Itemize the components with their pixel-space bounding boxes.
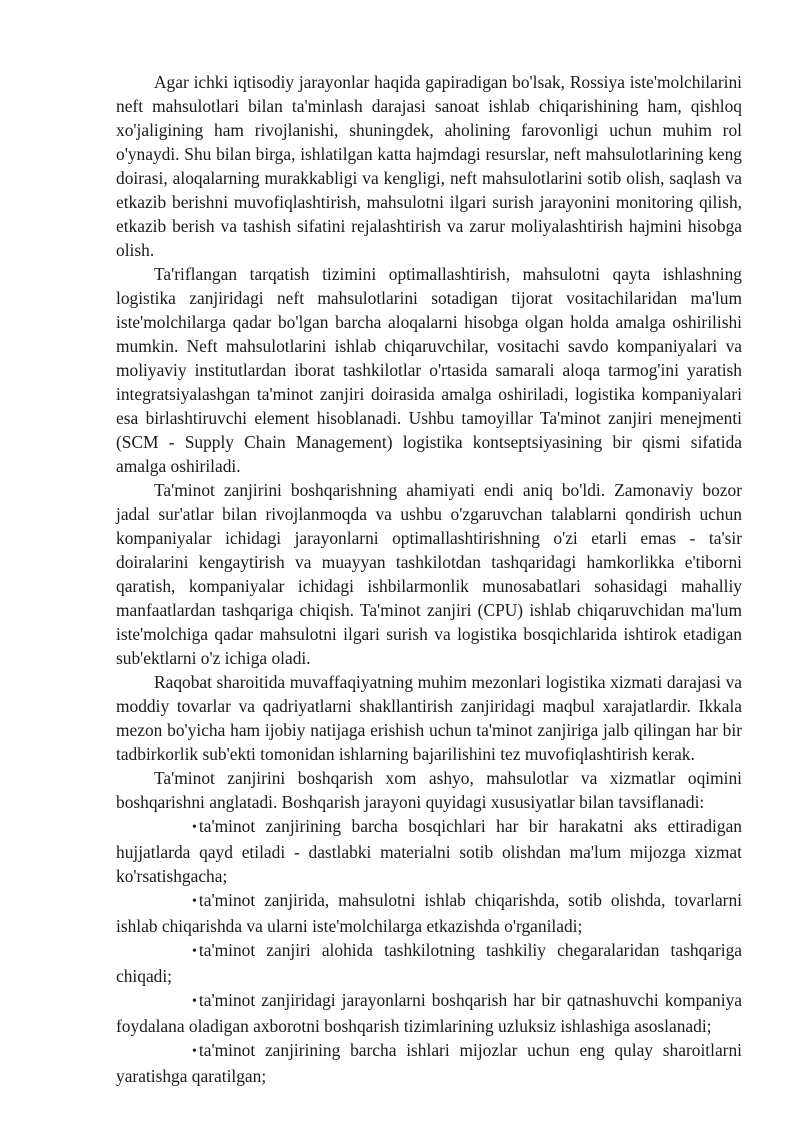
bullet-text: ta'minot zanjirining barcha ishlari mijozlar uchun eng qulay sharoitlarni yaratishga qaratilgan; bbox=[116, 1040, 742, 1086]
bullet-list-item bbox=[116, 1038, 742, 1088]
bullet-list-item bbox=[116, 988, 742, 1038]
bullet-icon: • bbox=[192, 820, 197, 835]
bullet-text: ta'minot zanjirida, mahsulotni ishlab chiqarishda, sotib olishda, tovarlarni ishlab chiqarishda va ularni iste'molchilarga etkazishda o'rganiladi; bbox=[116, 890, 742, 936]
bullet-list-item bbox=[116, 888, 742, 938]
paragraph: Ta'riflangan tarqatish tizimini optimallashtirish, mahsulotni qayta ishlashning logistika zanjiridagi neft mahsulotlarini sotadigan tijorat vositachilaridan ma'lum iste'molchilarga qadar bo'lgan barcha aloqalarni hisobga olgan holda amalga oshirilishi mumkin. Neft mahsulotlarini ishlab chiqaruvchilar, vositachi savdo kompaniyalari va moliyaviy institutlardan iborat tashkilotlar o'rtasida samarali aloqa tarmog'ini yaratish integratsiyalashgan ta'minot zanjiri doirasida amalga oshiriladi, logistika kompaniyalari esa birlashtiruvchi element hisoblanadi. Ushbu tamoyillar Ta'minot zanjiri menejmenti (SCM - Supply Chain Management) logistika kontseptsiyasining bir qismi sifatida amalga oshiriladi. bbox=[116, 264, 742, 476]
bullet-text: ta'minot zanjirining barcha bosqichlari har bir harakatni aks ettiradigan hujjatlarda qayd etiladi - dastlabki materialni sotib olishdan ma'lum mijozga xizmat ko'rsatishgacha; bbox=[116, 816, 742, 886]
bullet-text: ta'minot zanjiridagi jarayonlarni boshqarish har bir qatnashuvchi kompaniya foydalana oladigan axborotni boshqarish tizimlarining uzluksiz ishlashiga asoslanadi; bbox=[116, 990, 742, 1036]
paragraph: Agar ichki iqtisodiy jarayonlar haqida gapiradigan bo'lsak, Rossiya iste'molchilarini neft mahsulotlari bilan ta'minlash darajasi sanoat ishlab chiqarishining ham, qishloq xo'jaligining ham rivojlanishi, shuningdek, aholining farovonligi uchun muhim rol o'ynaydi. Shu bilan birga, ishlatilgan katta hajmdagi resurslar, neft mahsulotlarining keng doirasi, aloqalarning murakkabligi va kengligi, neft mahsulotlarini sotib olish, saqlash va etkazib berishni muvofiqlashtirish, mahsulotni ilgari surish jarayonini monitoring qilish, etkazib berish va tashish sifatini rejalashtirish va zarur moliyalashtirish hajmini hisobga olish. bbox=[116, 72, 742, 260]
paragraph: Raqobat sharoitida muvaffaqiyatning muhim mezonlari logistika xizmati darajasi va moddiy tovarlar va qadriyatlarni shakllantirish zanjiridagi maqbul xarajatlardir. Ikkala mezon bo'yicha ham ijobiy natijaga erishish uchun ta'minot zanjiriga jalb qilingan har bir tadbirkorlik sub'ekti tomonidan ishlarning bajarilishini tez muvofiqlashtirish kerak. bbox=[116, 672, 742, 764]
paragraph: Ta'minot zanjirini boshqarish xom ashyo, mahsulotlar va xizmatlar oqimini boshqarishni anglatadi. Boshqarish jarayoni quyidagi xususiyatlar bilan tavsiflanadi: bbox=[116, 768, 742, 812]
bullet-list-item bbox=[116, 814, 742, 888]
bullet-list-item bbox=[116, 938, 742, 988]
document-page bbox=[116, 70, 742, 1088]
bullet-icon: • bbox=[192, 994, 197, 1009]
bullet-icon: • bbox=[192, 944, 197, 959]
bullet-icon: • bbox=[192, 1044, 197, 1059]
paragraph: Ta'minot zanjirini boshqarishning ahamiyati endi aniq bo'ldi. Zamonaviy bozor jadal sur'atlar bilan rivojlanmoqda va ushbu o'zgaruvchan talablarni qondirish uchun kompaniyalar ichidagi jarayonlarni optimallashtirishning o'zi etarli emas - ta'sir doiralarini kengaytirish va muayyan tashkilotdan tashqaridagi hamkorlikka e'tiborni qaratish, kompaniyalar ichidagi ishbilarmonlik munosabatlari sohasidagi mahalliy manfaatlardan tashqariga chiqish. Ta'minot zanjiri (CPU) ishlab chiqaruvchidan ma'lum iste'molchiga qadar mahsulotni ilgari surish va logistika bosqichlarida ishtirok etadigan sub'ektlarni o'z ichiga oladi. bbox=[116, 480, 742, 668]
bullet-icon: • bbox=[192, 894, 197, 909]
bullet-text: ta'minot zanjiri alohida tashkilotning tashkiliy chegaralaridan tashqariga chiqadi; bbox=[116, 940, 742, 986]
